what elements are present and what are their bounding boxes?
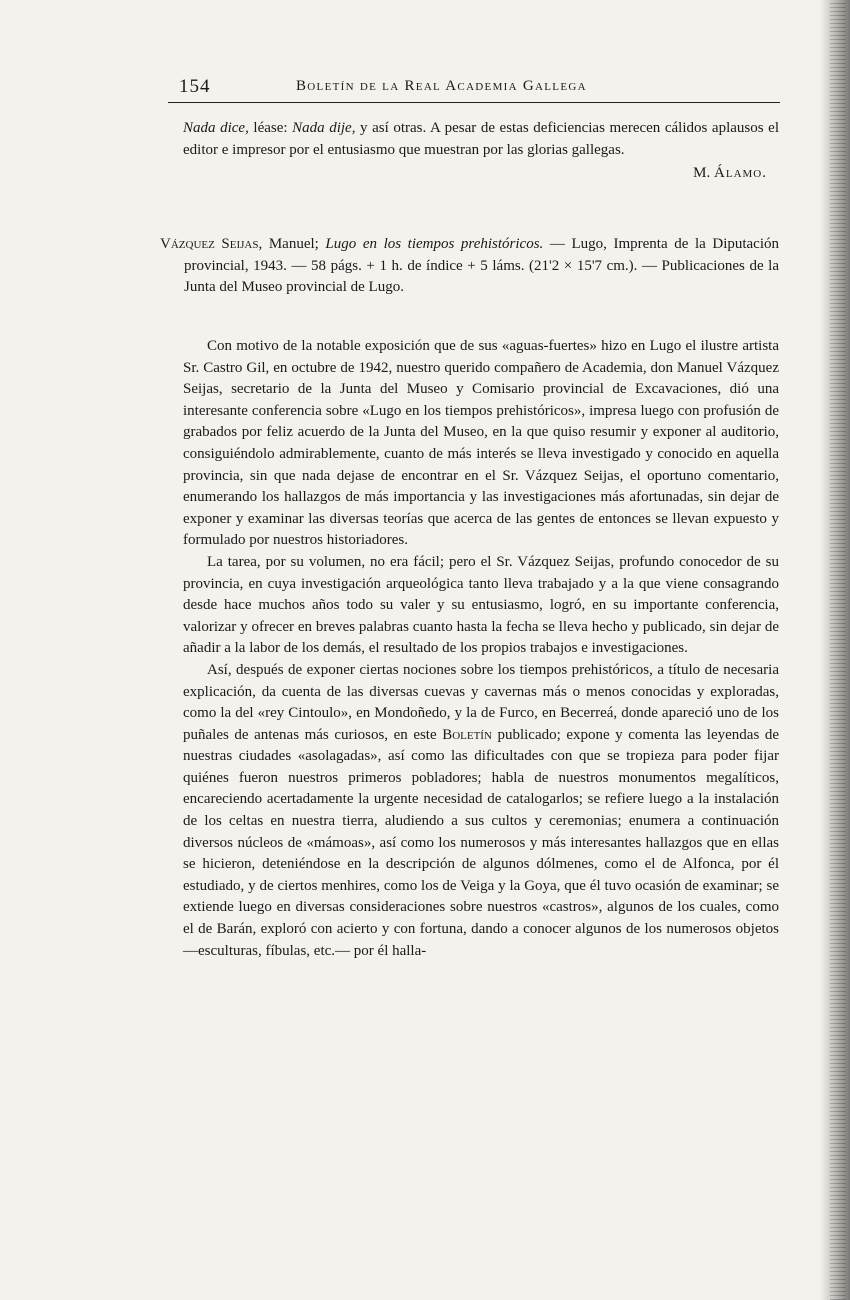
running-header [168,72,780,103]
signature-name: Álamo. [714,165,767,182]
book-citation [160,234,779,299]
citation-book-title: Lugo en los tiempos prehistóricos. [325,236,544,252]
italic-phrase-2: Nada dije, [292,120,356,136]
citation-author: Vázquez Seijas [160,236,259,252]
signature-initial: M. [693,165,715,182]
previous-review-text-1: léase: [248,120,293,136]
boletin-small-caps: Boletín [442,726,492,743]
body-paragraph-3-end: publicado; expone y comenta las leyendas de nuestras ciudades «asolagadas», así como las dificultades con que se tropieza para poder fijar quiénes fueron nuestros primeros pobladores; habla de nuestros monumentos megalíticos, encareciendo acertadamente la urgente necesidad de catalogarlos; se refiere luego a la instalación de los celtas en nuestra tierra, aludiendo a sus cultos y ceremonias; enumera a continuación diversos núcleos de «mámoas», así como los numerosos y más interesantes hallazgos que en ellas se hicieron, deteniéndose en la descripción de algunos dólmenes, como el de Alfonca, por él estudiado, y de ciertos menhires, como los de Veiga y la Goya, que él tuvo ocasión de examinar; se extiende luego en diversas consideraciones sobre nuestros «castros», algunos de los cuales, como el de Barán, exploró con acierto y con fortuna, dando a conocer algunos de los numerosos objetos —esculturas, fíbulas, etc.— por él halla- [183,726,779,959]
italic-phrase-1: Nada dice, [183,120,249,136]
citation-author-given: , Manuel; [258,236,326,252]
citation-details: — Lugo, Imprenta de la Diputación provincial, 1943. — 58 págs. + 1 h. de índice + 5 láms. (21'2 × 15'7 cm.). — Publicaciones de la Junta del Museo provincial de Lugo. [184,236,780,296]
page-edge-speckle [830,0,846,1300]
body-paragraph-3 [183,660,779,962]
body-paragraph-1: Con motivo de la notable exposición que de sus «aguas-fuertes» hizo en Lugo el ilustre artista Sr. Castro Gil, en octubre de 1942, nuestro querido compañero de Academia, don Manuel Vázquez Seijas, secretario de la Junta del Museo y Comisario provincial de Excavaciones, dió una interesante conferencia sobre «Lugo en los tiempos prehistóricos», impresa luego con profusión de grabados por feliz acuerdo de la Junta del Museo, en la que quiso resumir y exponer al auditorio, consiguiéndolo admirablemente, cuanto de más interés se lleva investigado y conocido en aquella provincia, sin que nada dejase de encontrar en el Sr. Vázquez Seijas, el oportuno comentario, enumerando los hallazgos de más importancia y las investigaciones más afortunadas, sin dejar de exponer y examinar las diversas teorías que acerca de las gentes de entonces se llevan expuesto y formulado por nuestros historiadores. [183,338,779,549]
previous-review-ending [183,118,779,185]
review-body [183,336,779,962]
page-number: 154 [179,76,211,97]
previous-review-paragraph [183,118,779,161]
body-paragraph-2: La tarea, por su volumen, no era fácil; pero el Sr. Vázquez Seijas, profundo conocedor de su provincia, en cuya investigación arqueológica tanto lleva trabajado y a la que viene consagrando desde hace muchos años todo su valer y su entusiasmo, logró, en su importante conferencia, valorizar y ofrecer en breves palabras cuanto hasta la fecha se lleva hecho y publicado, sin dejar de añadir a la labor de los demás, el resultado de los propios trabajos e investigaciones. [183,553,779,657]
running-title: Boletín de la Real Academia Gallega [296,78,587,94]
citation-paragraph [160,234,779,299]
previous-review-text-2: y así otras. A pesar de estas deficiencias merecen cálidos aplausos el editor e impresor por el entusiasmo que muestran por las glorias gallegas. [183,120,779,158]
reviewer-signature [183,163,779,185]
body-paragraph-3-start: Así, después de exponer ciertas nociones sobre los tiempos prehistóricos, a título de necesaria explicación, da cuenta de las diversas cuevas y cavernas más o menos conocidas y exploradas, como la del «rey Cintoulo», en Mondoñedo, y la de Furco, en Becerreá, donde apareció uno de los puñales de antenas más curiosos, en este [183,661,779,743]
